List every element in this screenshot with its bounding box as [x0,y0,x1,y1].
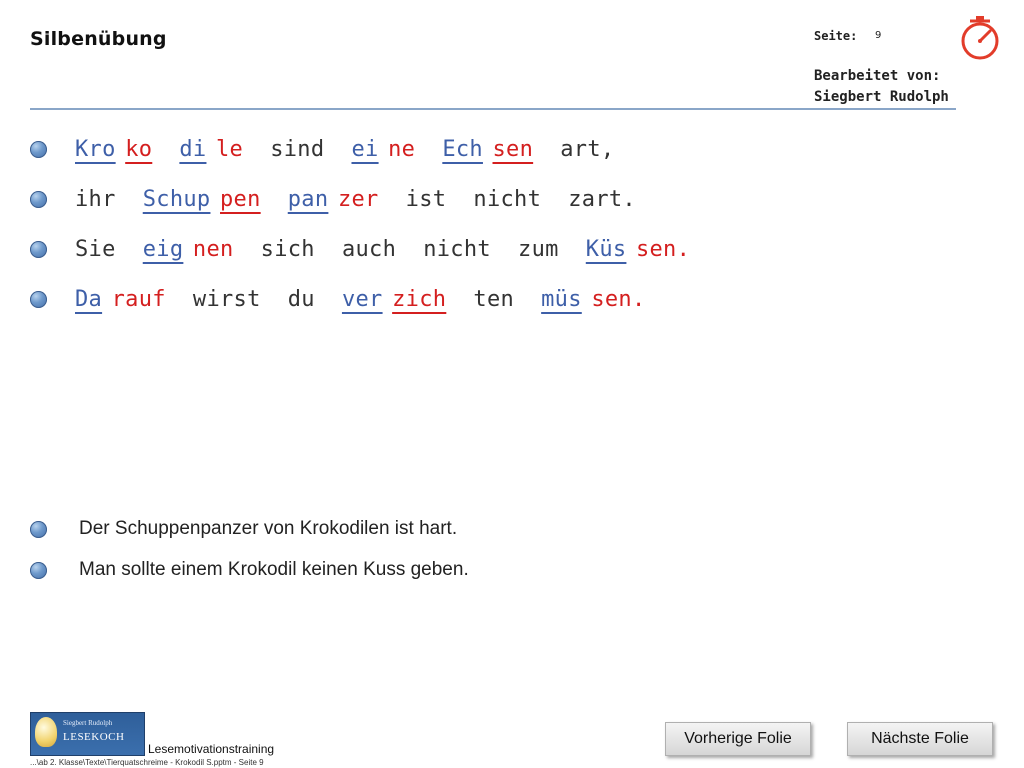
syllable: Sie [75,236,116,262]
sentence-text: Man sollte einem Krokodil keinen Kuss geben. [79,559,469,580]
syllable-text [75,237,690,262]
syllable: sen. [635,236,691,262]
bullet-icon [30,141,47,158]
syllable: ihr [75,186,116,212]
syllable: wirst [192,286,261,312]
syllable-text [75,137,614,162]
syllable: ne [388,136,416,162]
syllable: zich [392,286,447,312]
syllable: zart. [568,186,636,212]
syllable: Kro [75,136,116,162]
bullet-icon [30,191,47,208]
syllable-line [30,233,690,265]
syllable: eig [142,236,184,262]
logo-brand: LESEKOCH [63,731,125,743]
syllable: müs [541,286,582,312]
page-title: Silbenübung [30,28,167,50]
syllable: zer [337,186,379,212]
syllable: Ech [442,136,483,162]
logo-author: Siegbert Rudolph [63,719,113,727]
syllable: di [179,136,207,162]
syllable: nicht [473,186,542,212]
syllable: ist [405,186,447,212]
sentence-item [30,559,469,581]
lesekoch-logo [30,712,145,756]
syllable-text [75,187,636,212]
syllable: art, [560,136,615,162]
syllable: Küs [585,236,627,262]
syllable: ei [351,136,379,162]
bullet-icon [30,241,47,258]
sentence-text: Der Schuppenpanzer von Krokodilen ist hart. [79,518,458,539]
lightbulb-icon [35,717,57,747]
syllable: rauf [111,286,166,312]
stopwatch-icon[interactable] [956,14,1004,62]
syllable-line [30,283,646,315]
page-number: 9 [875,30,882,41]
syllable: du [287,286,315,312]
syllable: ver [341,286,383,312]
bullet-icon [30,291,47,308]
sentence-item [30,518,457,540]
syllable: sen [492,136,534,162]
syllable-line [30,133,614,165]
syllable: ten [473,286,515,312]
syllable: sich [260,236,315,262]
syllable: pan [287,186,329,212]
syllable: pen [220,186,261,212]
syllable: ko [125,136,153,162]
footer-brand: Lesemotivationstraining [148,742,275,756]
syllable: Da [75,286,103,312]
edited-by [814,66,949,108]
syllable: nen [192,236,234,262]
bullet-icon [30,521,47,538]
syllable: nicht [423,236,491,262]
edited-by-name: Siegbert Rudolph [814,89,949,105]
syllable: zum [518,236,559,262]
syllable: Schup [142,186,211,212]
footer-file-path: ...\ab 2. Klasse\Texte\Tierquatschreime - Krokodil S.pptm - Seite 9 [30,758,264,767]
syllable-text [75,287,646,312]
next-slide-button[interactable]: Nächste Folie [847,722,993,756]
syllable: le [216,136,244,162]
syllable: auch [341,236,397,262]
page-label: Seite: [814,29,858,43]
syllable: sen. [591,286,646,312]
syllable: sind [270,136,325,162]
edited-by-label: Bearbeitet von: [814,68,941,84]
previous-slide-button[interactable]: Vorherige Folie [665,722,811,756]
bullet-icon [30,562,47,579]
header-divider [30,108,956,110]
syllable-line [30,183,636,215]
